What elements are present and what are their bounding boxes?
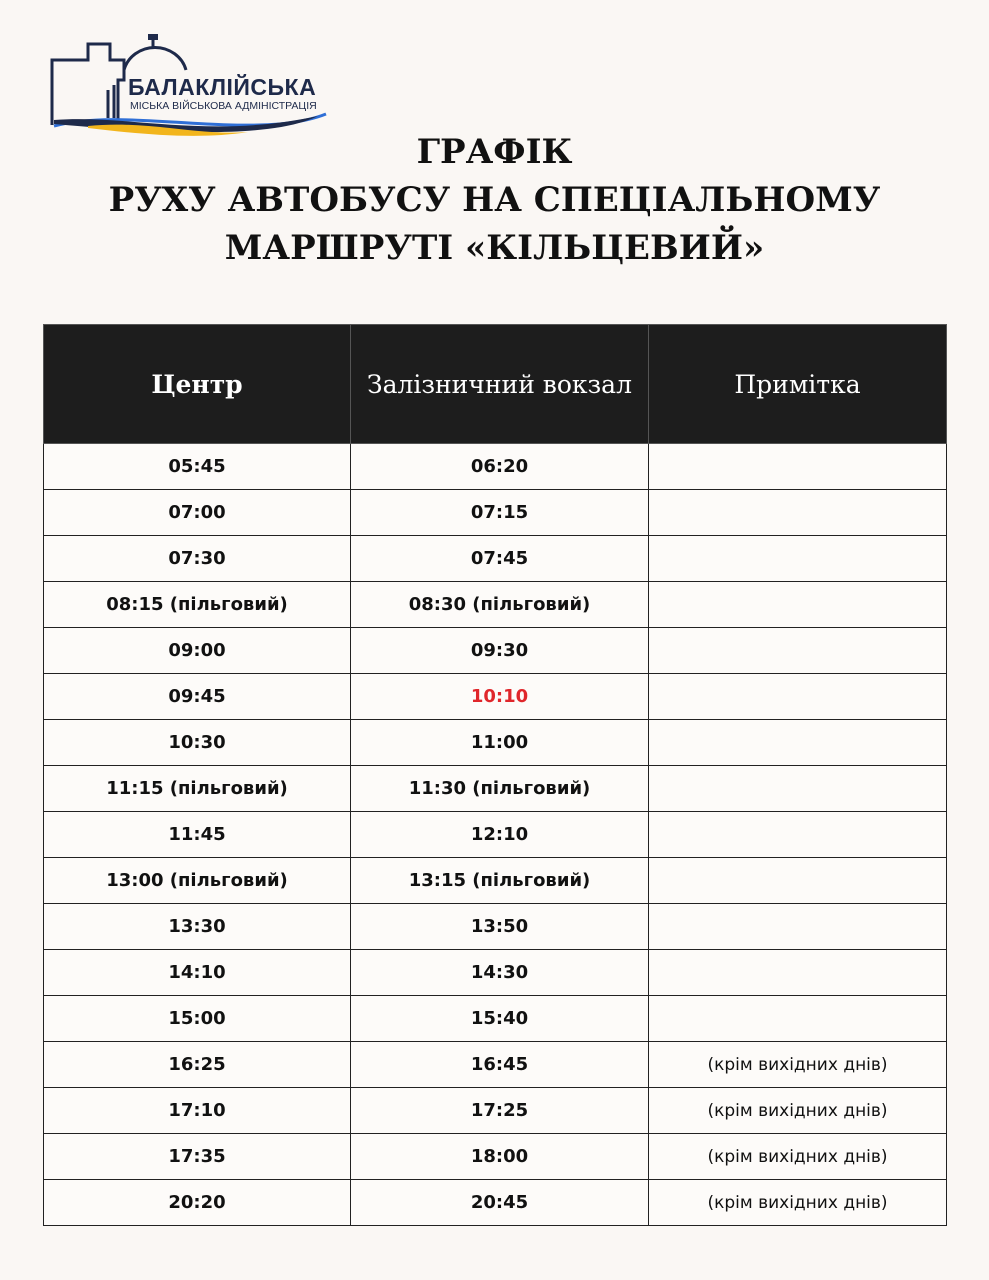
departure-railway-station: 13:50 (351, 904, 649, 950)
departure-center: 08:15 (пільговий) (44, 582, 351, 628)
departure-railway-station: 15:40 (351, 996, 649, 1042)
table-row (44, 490, 947, 536)
table-row (44, 858, 947, 904)
row-note (649, 720, 947, 766)
table-row (44, 720, 947, 766)
row-note: (крім вихідних днів) (649, 1042, 947, 1088)
departure-railway-station: 07:45 (351, 536, 649, 582)
row-note (649, 996, 947, 1042)
highlighted-time: 10:10 (470, 686, 529, 707)
table-row (44, 628, 947, 674)
departure-center: 20:20 (44, 1180, 351, 1226)
title-line-3: МАРШРУТІ «КІЛЬЦЕВИЙ» (224, 228, 765, 268)
header-center: Центр (44, 325, 351, 444)
departure-railway-station: 16:45 (351, 1042, 649, 1088)
departure-center: 14:10 (44, 950, 351, 996)
table-row (44, 1088, 947, 1134)
departure-center: 11:15 (пільговий) (44, 766, 351, 812)
row-note (649, 536, 947, 582)
departure-railway-station: 06:20 (351, 444, 649, 490)
table-row (44, 444, 947, 490)
departure-railway-station: 08:30 (пільговий) (351, 582, 649, 628)
table-row (44, 812, 947, 858)
departure-railway-station: 09:30 (351, 628, 649, 674)
departure-railway-station: 12:10 (351, 812, 649, 858)
logo-subtitle: МІСЬКА ВІЙСЬКОВА АДМІНІСТРАЦІЯ (130, 100, 317, 112)
departure-railway-station: 17:25 (351, 1088, 649, 1134)
departure-center: 11:45 (44, 812, 351, 858)
table-row (44, 674, 947, 720)
row-note (649, 490, 947, 536)
table-row (44, 766, 947, 812)
departure-center: 05:45 (44, 444, 351, 490)
table-row (44, 904, 947, 950)
row-note: (крім вихідних днів) (649, 1180, 947, 1226)
departure-railway-station: 13:15 (пільговий) (351, 858, 649, 904)
departure-center: 17:35 (44, 1134, 351, 1180)
table-row (44, 1042, 947, 1088)
departure-center: 13:30 (44, 904, 351, 950)
row-note (649, 858, 947, 904)
table-row (44, 582, 947, 628)
row-note (649, 812, 947, 858)
row-note (649, 674, 947, 720)
departure-center: 16:25 (44, 1042, 351, 1088)
departure-railway-station: 14:30 (351, 950, 649, 996)
logo-name: БАЛАКЛІЙСЬКА (128, 74, 317, 100)
departure-center: 13:00 (пільговий) (44, 858, 351, 904)
row-note (649, 628, 947, 674)
departure-center: 07:30 (44, 536, 351, 582)
schedule-body (44, 444, 947, 1226)
table-row (44, 1180, 947, 1226)
table-row (44, 996, 947, 1042)
row-note (649, 582, 947, 628)
row-note (649, 904, 947, 950)
departure-center: 07:00 (44, 490, 351, 536)
row-note (649, 950, 947, 996)
departure-railway-station: 18:00 (351, 1134, 649, 1180)
departure-railway-station: 11:00 (351, 720, 649, 766)
row-note: (крім вихідних днів) (649, 1088, 947, 1134)
departure-center: 15:00 (44, 996, 351, 1042)
departure-center: 09:00 (44, 628, 351, 674)
bus-schedule-table (43, 324, 947, 1226)
header-railway-station: Залізничний вокзал (351, 325, 649, 444)
departure-center: 10:30 (44, 720, 351, 766)
city-administration-logo (48, 30, 338, 140)
table-row (44, 1134, 947, 1180)
departure-center: 09:45 (44, 674, 351, 720)
departure-railway-station: 07:15 (351, 490, 649, 536)
header-note: Примітка (649, 325, 947, 444)
table-header-row (44, 325, 947, 444)
table-row (44, 950, 947, 996)
departure-railway-station: 11:30 (пільговий) (351, 766, 649, 812)
row-note: (крім вихідних днів) (649, 1134, 947, 1180)
departure-railway-station (351, 674, 649, 720)
title-line-1: ГРАФІК (416, 132, 573, 172)
departure-railway-station: 20:45 (351, 1180, 649, 1226)
page-title (0, 128, 989, 272)
row-note (649, 444, 947, 490)
title-line-2: РУХУ АВТОБУСУ НА СПЕЦІАЛЬНОМУ (108, 180, 881, 220)
table-row (44, 536, 947, 582)
departure-center: 17:10 (44, 1088, 351, 1134)
row-note (649, 766, 947, 812)
